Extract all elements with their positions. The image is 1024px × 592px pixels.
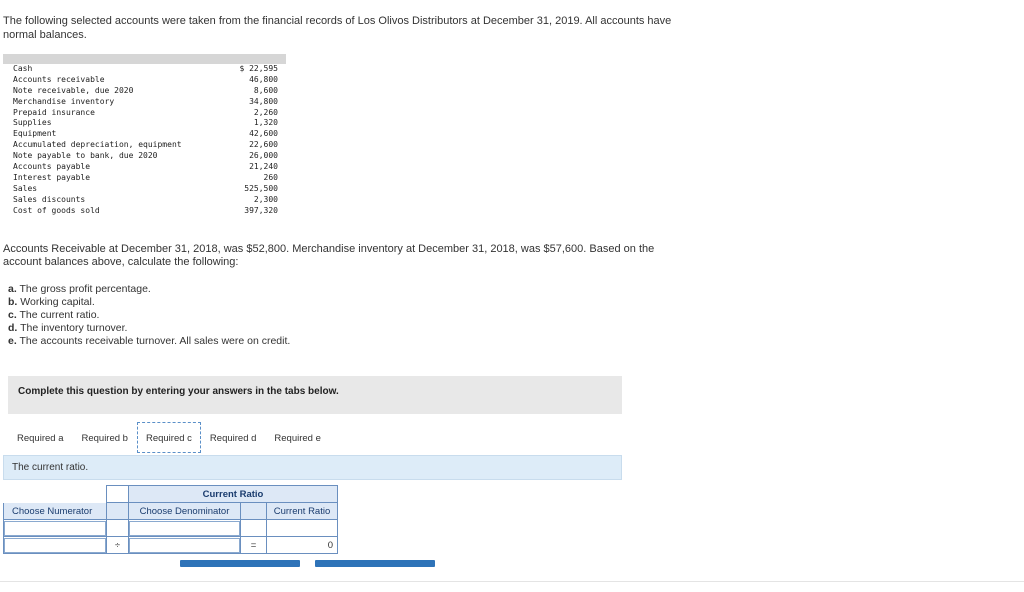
account-row [3,108,286,119]
account-row [3,75,286,86]
tab-required-c[interactable]: Required c [137,422,201,453]
account-name: Note payable to bank, due 2020 [13,151,158,161]
instructions-banner: Complete this question by entering your answers in the tabs below. [8,376,622,414]
account-row [3,206,286,217]
account-row [3,173,286,184]
accounts-header-bar [3,54,286,64]
account-value: 26,000 [249,151,278,161]
requirement-item: a. The gross profit percentage. [8,283,151,295]
account-name: Accumulated depreciation, equipment [13,140,182,150]
account-name: Sales discounts [13,194,86,204]
equals-symbol: = [241,537,267,554]
footer-divider [0,581,1024,582]
intro-text: The following selected accounts were taken from the financial records of Los Olivos Distributors at December 31, 2019. All accounts have normal balances. [3,15,672,41]
requirement-item: d. The inventory turnover. [8,322,128,334]
account-name: Accounts receivable [13,74,105,84]
account-name: Equipment [13,129,57,139]
account-row [3,86,286,97]
account-value: 42,600 [249,129,278,139]
account-value: 525,500 [244,183,278,193]
account-name: Prepaid insurance [13,107,95,117]
divide-symbol: ÷ [107,537,129,554]
requirements-list [8,283,290,348]
account-value: 34,800 [249,96,278,106]
account-name: Interest payable [13,172,91,182]
account-value: 22,600 [249,140,278,150]
numerator-input-1[interactable] [4,521,106,536]
account-value: 260 [263,172,278,182]
numerator-label: Choose Numerator [4,503,107,520]
requirement-item: e. The accounts receivable turnover. All sales were on credit. [8,335,291,347]
tab-required-e[interactable]: Required e [274,433,321,444]
current-ratio-title: Current Ratio [129,486,338,503]
account-value: 1,320 [253,118,278,128]
account-value: 2,300 [253,194,278,204]
tab-required-a[interactable]: Required a [17,433,64,444]
account-value: 21,240 [249,162,278,172]
account-row [3,162,286,173]
account-value: 8,600 [253,85,278,95]
tab-required-b[interactable]: Required b [81,433,128,444]
denominator-input-1[interactable] [129,521,240,536]
account-row [3,151,286,162]
current-ratio-table [3,485,338,554]
account-name: Supplies [13,118,52,128]
requirement-tabs [8,422,330,454]
tab-panel-header: The current ratio. [3,455,622,480]
account-row [3,129,286,140]
account-row [3,195,286,206]
account-row [3,184,286,195]
denominator-label: Choose Denominator [129,503,241,520]
account-value: 2,260 [253,107,278,117]
next-button[interactable] [315,560,435,567]
account-row [3,64,286,75]
numerator-input-2[interactable] [4,538,106,553]
tab-required-d[interactable]: Required d [209,433,257,444]
account-value: $ 22,595 [239,64,278,73]
result-label: Current Ratio [267,503,338,520]
account-row [3,118,286,129]
accounts-table [3,54,286,216]
account-name: Merchandise inventory [13,96,115,106]
requirement-item: c. The current ratio. [8,309,100,321]
account-name: Sales [13,183,38,193]
requirement-item: b. Working capital. [8,296,95,308]
account-name: Cash [13,64,33,73]
account-value: 397,320 [244,205,278,215]
account-name: Note receivable, due 2020 [13,85,134,95]
current-ratio-result: 0 [267,537,338,554]
prev-button[interactable] [180,560,300,567]
account-value: 46,800 [249,74,278,84]
question-paragraph: Accounts Receivable at December 31, 2018, was $52,800. Merchandise inventory at December 31, 2018, was $57,600. Based on the account balances above, calculate the following: [3,243,655,268]
denominator-input-2[interactable] [129,538,240,553]
account-row [3,97,286,108]
account-name: Cost of goods sold [13,205,100,215]
account-name: Accounts payable [13,162,91,172]
account-row [3,140,286,151]
